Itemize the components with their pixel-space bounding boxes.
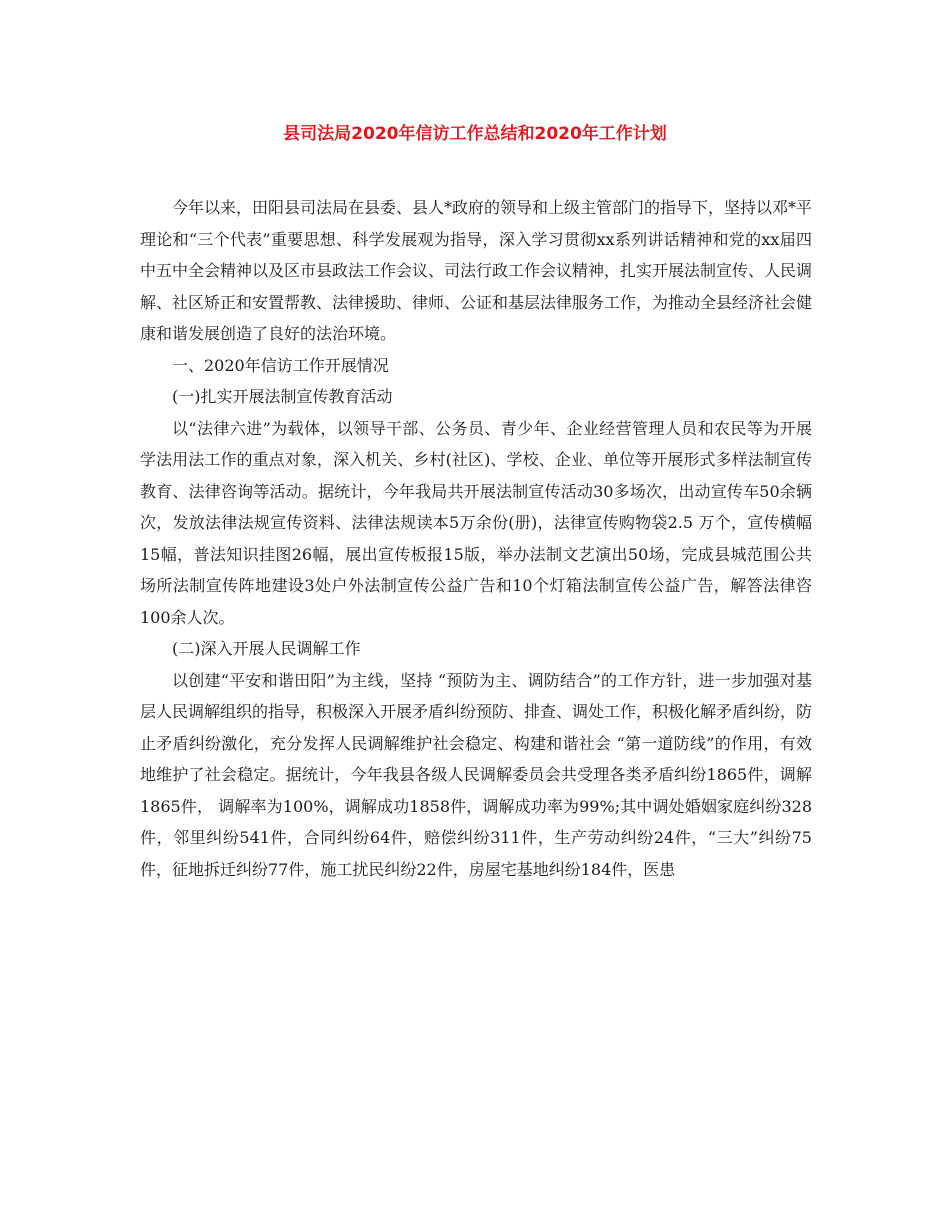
subsection-heading: (一)扎实开展法制宣传教育活动: [172, 387, 393, 406]
intro-paragraph: 今年以来，田阳县司法局在县委、县人*政府的领导和上级主管部门的指导下，坚持以邓*平理论和“三个代表”重要思想、科学发展观为指导，深入学习贯彻xx系列讲话精神和党的xx届四中五中全会精神以及区市县政法工作会议、司法行政工作会议精神，扎实开展法制宣传、人民调解、社区矫正和安置帮教、法律援助、律师、公证和基层法律服务工作，为推动全县经济社会健康和谐发展创造了良好的法治环境。: [140, 198, 813, 343]
body-paragraph: 以创建“平安和谐田阳”为主线，坚持 “预防为主、调防结合”的工作方针，进一步加强对基层人民调解组织的指导，积极深入开展矛盾纠纷预防、排查、调处工作，积极化解矛盾纠纷，防止矛盾纠纷激化，充分发挥人民调解维护社会稳定、构建和谐社会 “第一道防线”的作用，有效地维护了社会稳定。据统计，今年我县各级人民调解委员会共受理各类矛盾纠纷1865件，调解1865件， 调解率为100%，调解成功1858件，调解成功率为99%;其中调处婚姻家庭纠纷328件，邻里纠纷541件，合同纠纷64件，赔偿纠纷311件，生产劳动纠纷24件，“三大”纠纷75件，征地拆迁纠纷77件，施工扰民纠纷22件，房屋宅基地纠纷184件，医患: [140, 670, 813, 879]
subsection-heading: (二)深入开展人民调解工作: [172, 639, 361, 658]
section-heading: 一、2020年信访工作开展情况: [172, 355, 389, 375]
document-body: [140, 192, 812, 885]
body-paragraph: 以“法律六进”为载体，以领导干部、公务员、青少年、企业经营管理人员和农民等为开展学法用法工作的重点对象，深入机关、乡村(社区)、学校、企业、单位等开展形式多样法制宣传教育、法律咨询等活动。据统计，今年我局共开展法制宣传活动30多场次，出动宣传车50余辆次，发放法律法规宣传资料、法律法规读本5万余份(册)，法律宣传购物袋2.5 万个，宣传横幅15幅，普法知识挂图26幅，展出宣传板报15版，举办法制文艺演出50场，完成县城范围公共场所法制宣传阵地建设3处户外法制宣传公益广告和10个灯箱法制宣传公益广告，解答法律咨100余人次。: [140, 418, 812, 627]
document-title: 县司法局2020年信访工作总结和2020年工作计划: [283, 124, 667, 144]
